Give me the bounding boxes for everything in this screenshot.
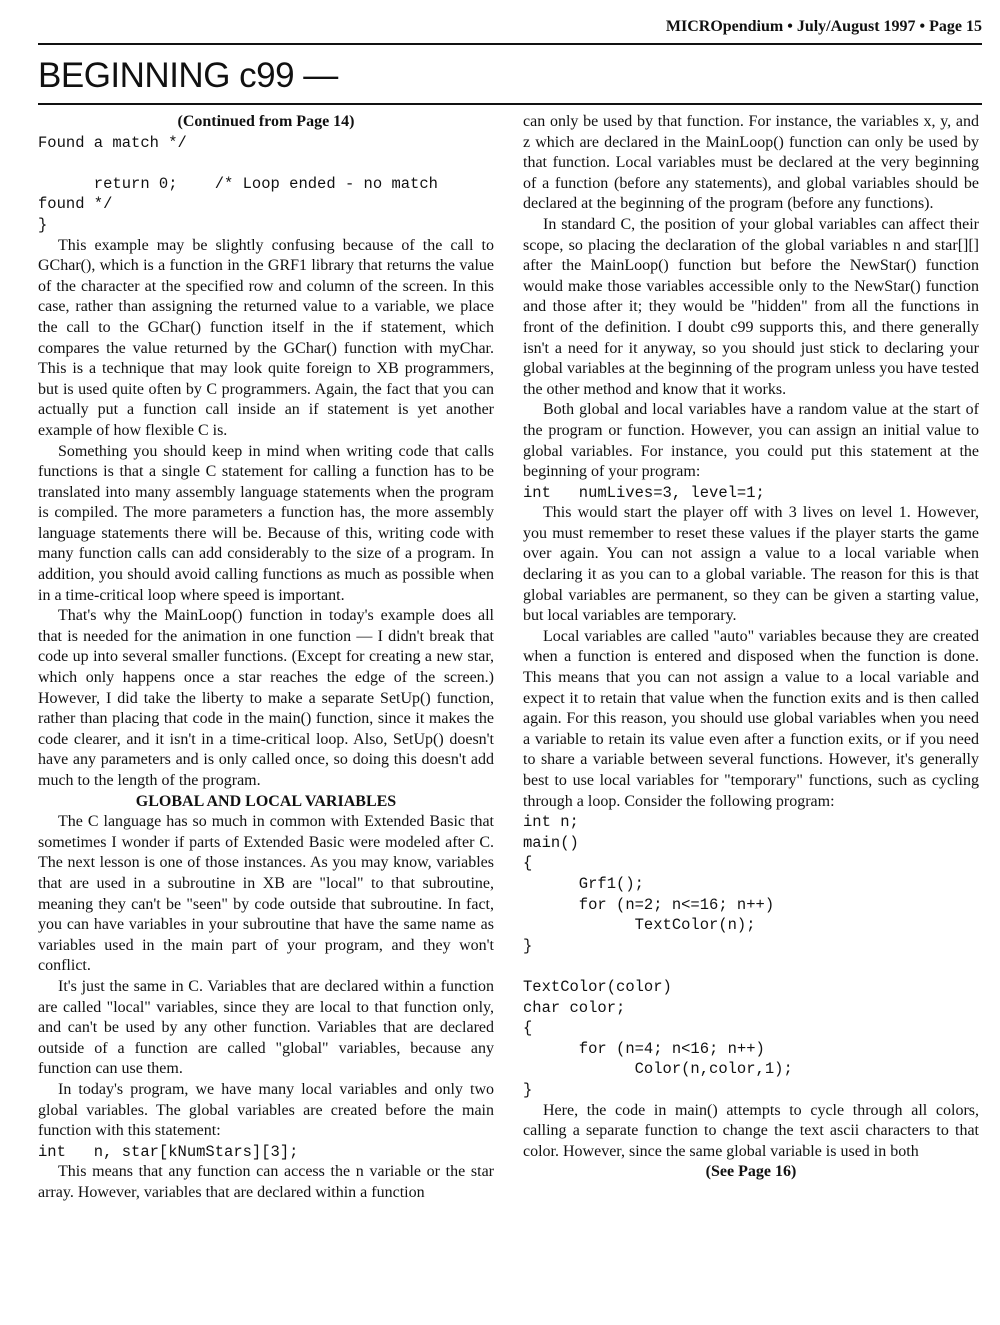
continued-from: (Continued from Page 14) [177,113,355,130]
paragraph: In today's program, we have many local variables and only two global variables. The global variables are created before the main function with this statement: [38,1080,494,1140]
paragraph: This example may be slightly confusing because of the call to GChar(), which is a function in the GRF1 library that returns the value of the character at the specified row and column of the screen. In this case, rather than assigning the returned value to a variable, we place the call to the GChar() function itself in the if statement, which compares the value returned by the GChar() function with myChar. This is a technique that may look quite foreign to XB programmers, but is used quite often by C programmers. Again, the fact that you can actually put a function call inside an if statement is yet another example of how flexible C is. [38,236,494,439]
title-rule [38,103,982,105]
header-rule [38,43,982,45]
code-block: int numLives=3, level=1; [523,483,765,502]
article-title: BEGINNING c99 — [38,56,338,95]
paragraph: Here, the code in main() attempts to cycle through all colors, calling a separate function to change the text ascii characters to that color. However, since the same global variable is used in both [523,1101,979,1160]
paragraph: That's why the MainLoop() function in today's example does all that is needed for the animation in one function — I didn't break that code up into several smaller functions. (Except for creating a new star, which only happens once a star reaches the edge of the screen.) However, I did take the liberty to make a separate SetUp() function, rather than placing that code in the main() function, since it makes the code clearer, and it isn't in a time-critical loop. Also, SetUp() doesn't have any parameters and is only called once, so doing this doesn't add much to the length of the program. [38,607,494,789]
running-head: MICROpendium • July/August 1997 • Page 15 [665,18,982,35]
paragraph: Both global and local variables have a random value at the start of the program or function. However, you can assign an initial value to global variables. For instance, you could put this statement at the beginning of your program: [523,401,979,481]
paragraph: This would start the player off with 3 lives on level 1. However, you must remember to reset these values if the player starts the game over again. You can not assign a value to a local variable when declaring it as you can to a global variable. The reason for this is that global variables are permanent, so they can be given a starting value, but local variables are temporary. [523,504,979,625]
continued-to: (See Page 16) [705,1163,797,1181]
paragraph: Something you should keep in mind when writing code that calls functions is that a single C statement for calling a function has to be translated into many assembly language statements when the program is compiled. The more parameters a function has, the more assembly language statements there will be. Because of this, writing code with many function calls can add considerably to the size of a program. In addition, you should avoid calling functions as much as possible when in a time-critical loop where speed is important. [38,442,494,604]
code-block: Found a match */ return 0; /* Loop ended - no match found */ } [38,133,438,234]
section-heading: GLOBAL AND LOCAL VARIABLES [135,792,397,810]
paragraph: Local variables are called "auto" variables because they are created when a function is entered and disposed when the function is done. This means that you can not assign a value to a local variable and expect it to retain that value when the function exits and is then called again. For this reason, you should use global variables when you need a variable to retain its value even after a function exits, or if you need to share a variable between several functions. However, it's generally best to use local variables for "temporary" functions, such as cycling through a loop. Consider the following program: [523,627,979,810]
paragraph: It's just the same in C. Variables that are declared within a function are called "local" variables, since they are local to that function only, and can't be used by any other function. Variables that are declared outside of a function are called "global" variables, because any function can use them. [38,977,494,1078]
paragraph: This means that any function can access the n variable or the star array. However, variables that are declared within a function [38,1163,494,1201]
paragraph: In standard C, the position of your global variables can affect their scope, so placing the declaration of the global variables n and star[][] after the MainLoop() function but before the NewStar() function would make those variables accessible only to the NewStar() function and those after it; they would be "hidden" from all the functions in front of the definition. I doubt c99 supports this, and there generally isn't a need for it anyway, so you should just stick to declaring your global variables at the beginning of the program unless you have tested the other method and know that it works. [523,215,979,398]
right-column [523,112,979,1183]
paragraph: The C language has so much in common with Extended Basic that sometimes I wonder if parts of Extended Basic were modeled after C. The next lesson is one of those instances. As you may know, variables that are used in a subroutine in XB are "local" to that subroutine, meaning they can't be "seen" by code outside that subroutine. In fact, you can have variables in your subroutine that have the same name as variables used in the main part of your program, and they won't conflict. [38,813,494,975]
left-column [38,112,494,1203]
code-block: int n, star[kNumStars][3]; [38,1142,299,1161]
paragraph: can only be used by that function. For instance, the variables x, y, and z which are declared in the MainLoop() function can only be used by that function. Local variables must be declared at the very beginning of a function (before any statements), and global variables should be declared at the beginning of the program (before any functions). [523,113,979,213]
code-block: int n; main() { Grf1(); for (n=2; n<=16; n++) TextColor(n); } TextColor(color) char color; { for (n=4; n<16; n++) Color(n,color,1); } [523,813,793,1099]
